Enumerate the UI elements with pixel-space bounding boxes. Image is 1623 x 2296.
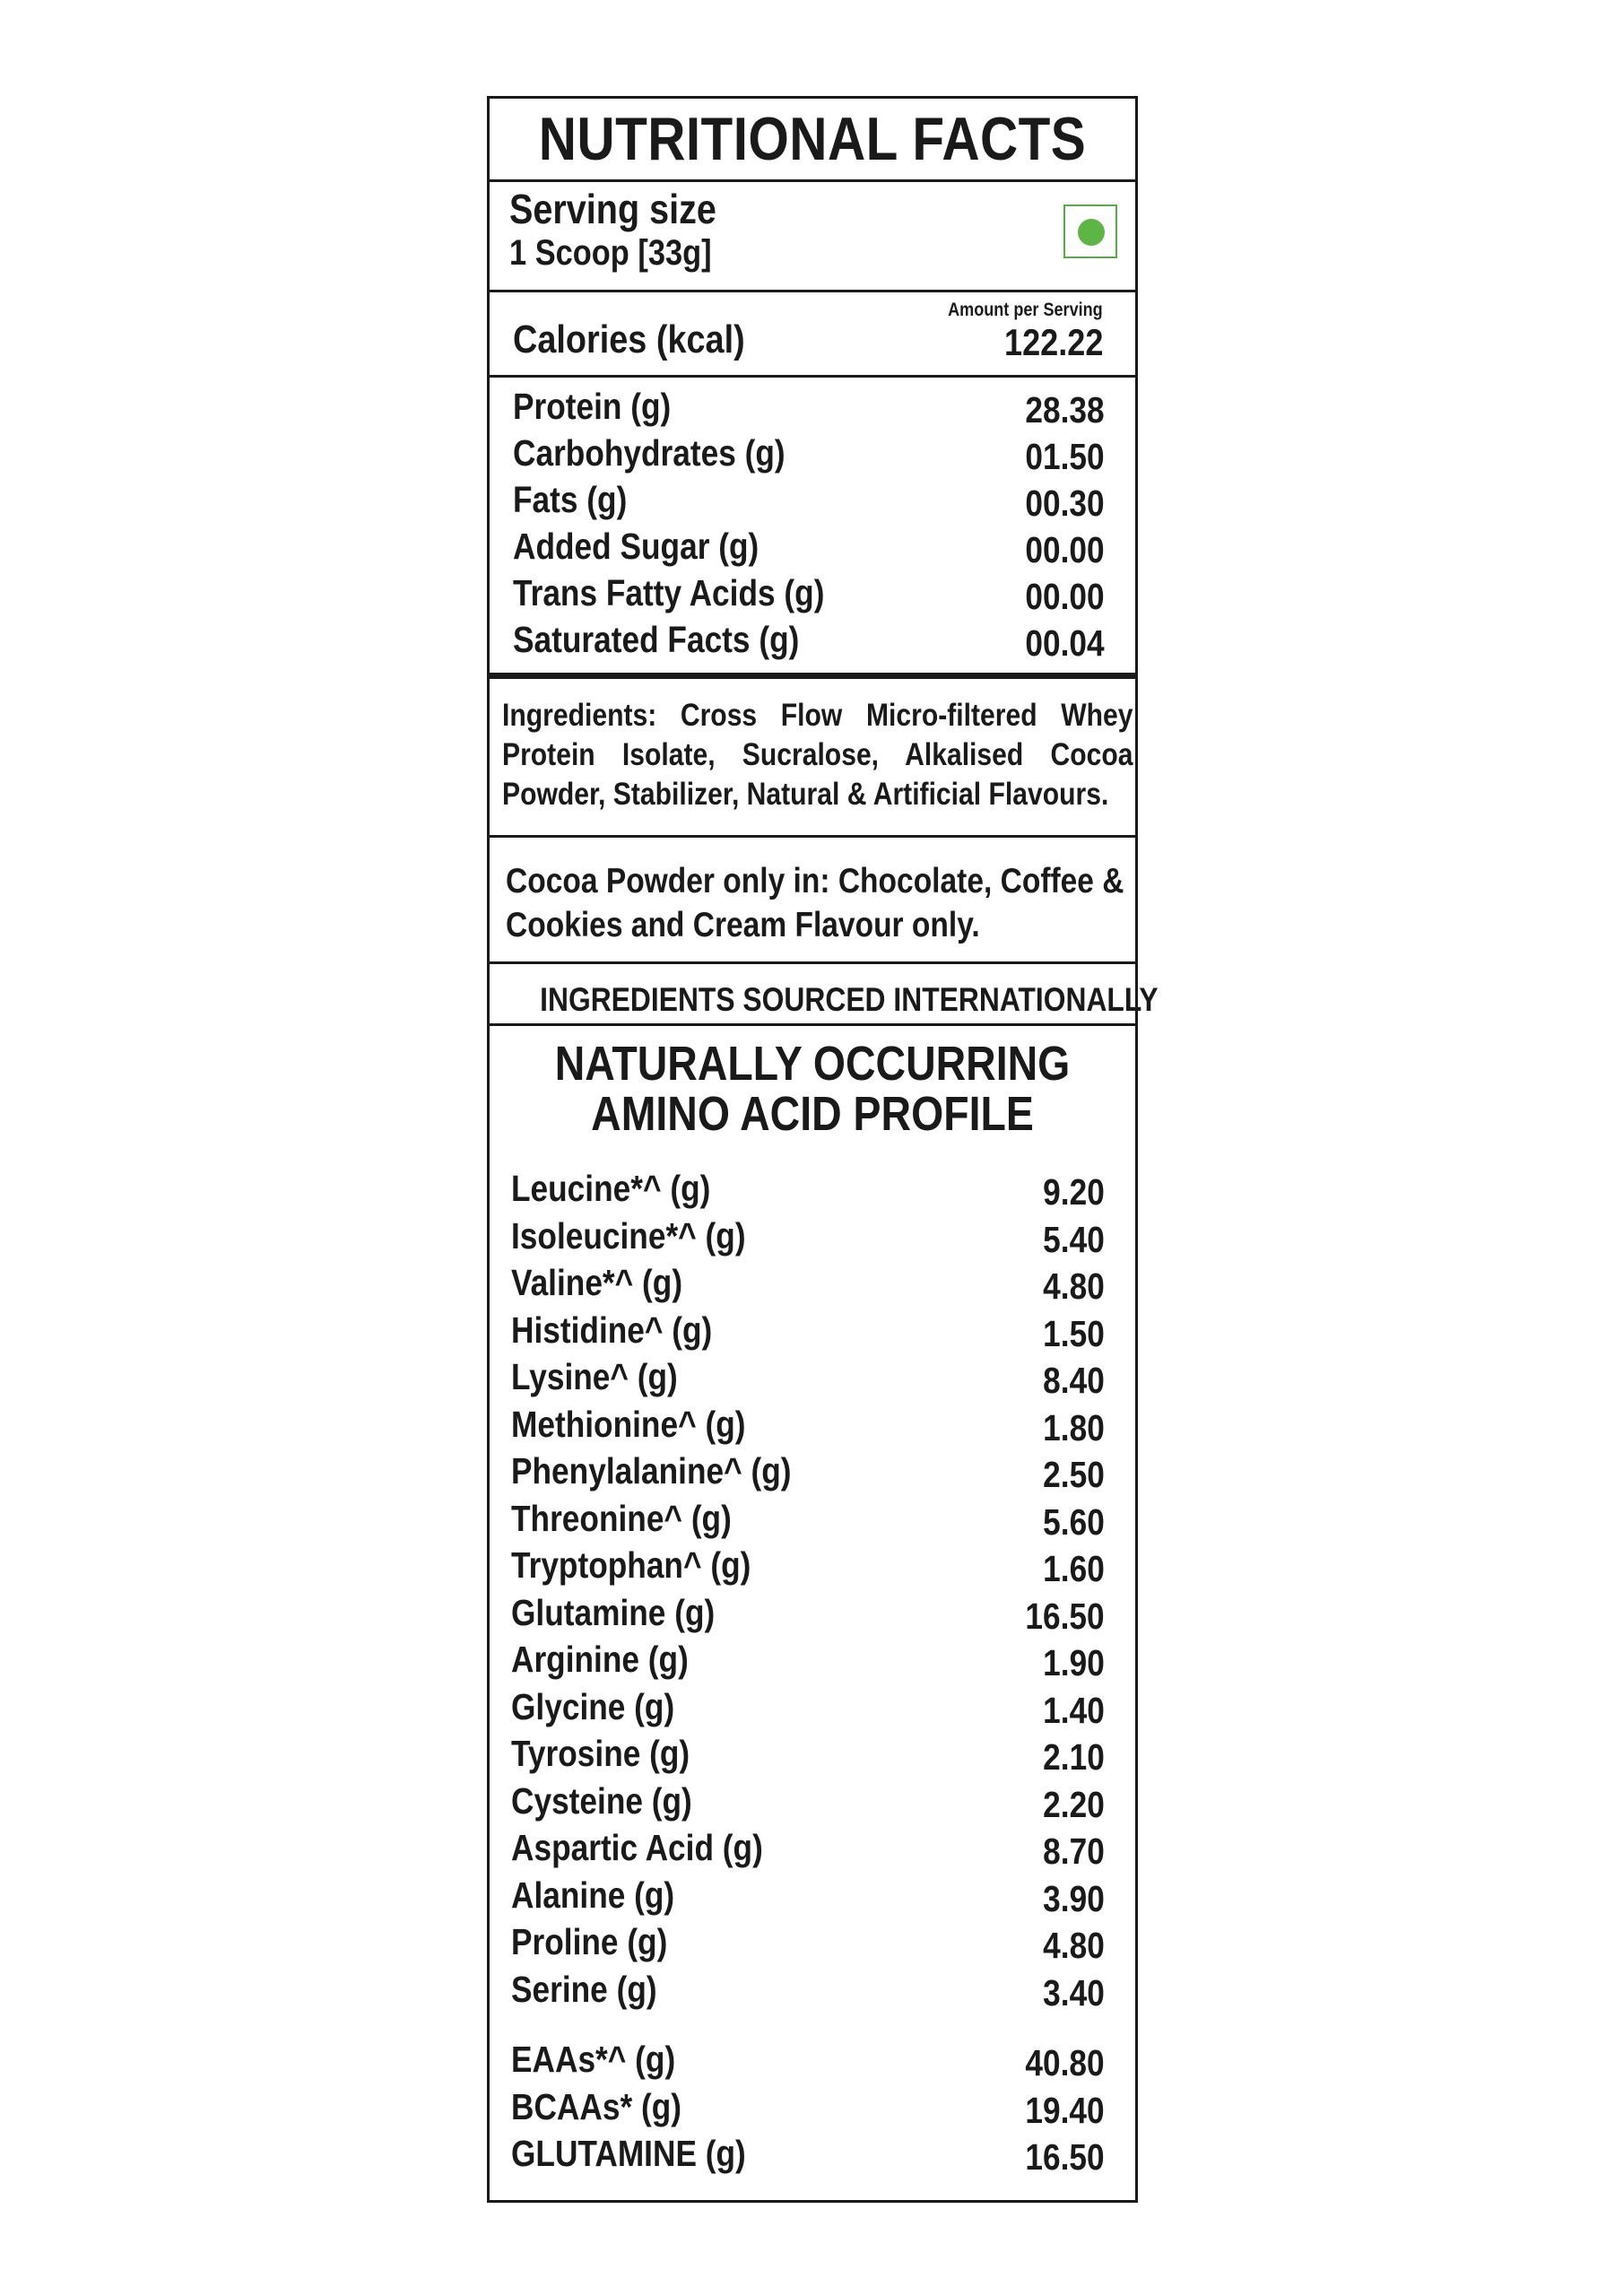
veg-symbol-icon xyxy=(1063,204,1117,258)
divider xyxy=(490,375,1135,378)
amino-row: Isoleucine*^ (g) 5.40 xyxy=(511,1215,1105,1260)
nutrient-row: Trans Fatty Acids (g) 00.00 xyxy=(513,572,1105,617)
amino-row: Tyrosine (g) 2.10 xyxy=(511,1733,1105,1778)
amino-row: Tryptophan^ (g) 1.60 xyxy=(511,1544,1105,1589)
amount-per-serving-label: Amount per Serving xyxy=(948,300,1103,320)
nutrient-row: Fats (g) 00.30 xyxy=(513,479,1105,524)
calories-label: Calories (kcal) xyxy=(513,317,745,361)
calories-value: 122.22 xyxy=(1003,321,1103,363)
divider xyxy=(490,179,1135,182)
ingredients-sourced-note: INGREDIENTS SOURCED INTERNATIONALLY xyxy=(540,981,1159,1018)
nutrition-label xyxy=(487,96,1159,2203)
amino-row: Phenylalanine^ (g) 2.50 xyxy=(511,1450,1105,1495)
amino-row: Leucine*^ (g) 9.20 xyxy=(511,1168,1105,1213)
amino-row: Serine (g) 3.40 xyxy=(511,1969,1105,2013)
totals-row: EAAs*^ (g) 40.80 xyxy=(511,2039,1105,2083)
amino-profile-title xyxy=(490,1039,1135,1139)
nutrient-row: Carbohydrates (g) 01.50 xyxy=(513,432,1105,477)
amino-row: Methionine^ (g) 1.80 xyxy=(511,1404,1105,1448)
thick-divider xyxy=(490,673,1135,679)
totals-row: GLUTAMINE (g) 16.50 xyxy=(511,2133,1105,2178)
serving-size-heading: Serving size xyxy=(509,186,716,232)
veg-dot-icon xyxy=(1078,219,1105,246)
amino-title-line-1: NATURALLY OCCURRING xyxy=(554,1037,1071,1091)
amino-row: Cysteine (g) 2.20 xyxy=(511,1780,1105,1825)
amino-row: Proline (g) 4.80 xyxy=(511,1921,1105,1966)
divider xyxy=(490,961,1135,964)
amino-row: Glycine (g) 1.40 xyxy=(511,1686,1105,1731)
amino-title-line-2: AMINO ACID PROFILE xyxy=(591,1087,1034,1141)
totals-row: BCAAs* (g) 19.40 xyxy=(511,2086,1105,2131)
amino-row: Valine*^ (g) 4.80 xyxy=(511,1262,1105,1307)
divider xyxy=(490,835,1135,838)
amino-row: Histidine^ (g) 1.50 xyxy=(511,1309,1105,1354)
amino-row: Alanine (g) 3.90 xyxy=(511,1874,1105,1919)
ingredients-text: Ingredients: Cross Flow Micro-filtered Whey Protein Isolate, Sucralose, Alkalised Cocoa Powder, Stabilizer, Natural & Artificial Flavours. xyxy=(502,698,1133,812)
amino-row: Glutamine (g) 16.50 xyxy=(511,1592,1105,1637)
divider xyxy=(490,1023,1135,1026)
amino-row: Aspartic Acid (g) 8.70 xyxy=(511,1827,1105,1872)
amino-row: Lysine^ (g) 8.40 xyxy=(511,1356,1105,1401)
divider xyxy=(490,290,1135,292)
serving-size-value: 1 Scoop [33g] xyxy=(509,233,712,273)
nutrient-row: Saturated Facts (g) 00.04 xyxy=(513,619,1105,664)
nutrient-row: Added Sugar (g) 00.00 xyxy=(513,526,1105,570)
nutrient-row: Protein (g) 28.38 xyxy=(513,386,1105,430)
amino-row: Threonine^ (g) 5.60 xyxy=(511,1498,1105,1543)
cocoa-note: Cocoa Powder only in: Chocolate, Coffee & Cookies and Cream Flavour only. xyxy=(506,862,1124,944)
amino-row: Arginine (g) 1.90 xyxy=(511,1639,1105,1683)
label-title: NUTRITIONAL FACTS xyxy=(538,105,1087,173)
